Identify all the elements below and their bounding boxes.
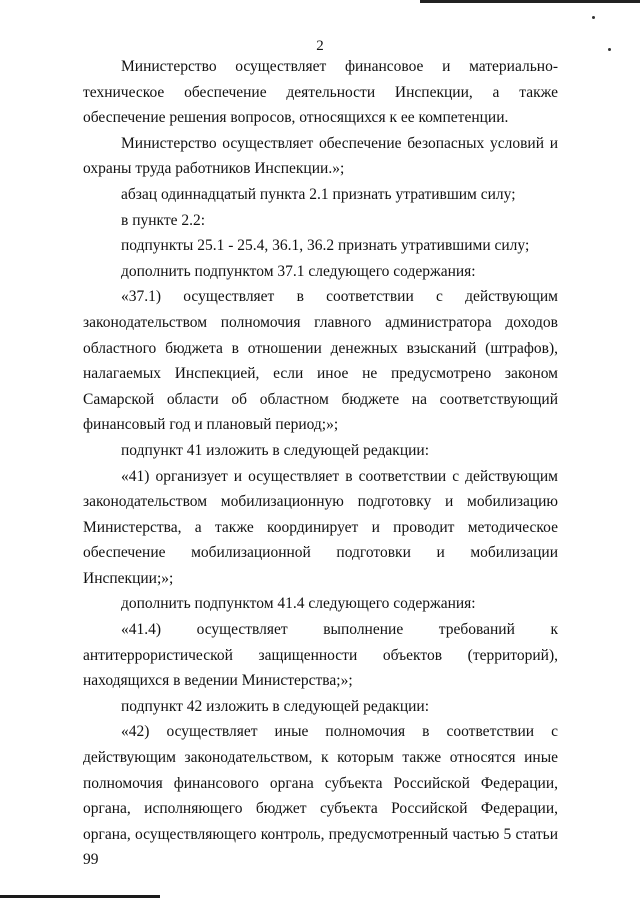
paragraph: дополнить подпунктом 41.4 следующего содержания:	[121, 595, 476, 613]
paragraph: абзац одиннадцатый пункта 2.1 признать утратившим силу;	[121, 185, 516, 203]
paragraph: Министерство осуществляет финансовое и материально-техническое обеспечение деятельности Инспекции, а также обеспечение решения вопросов, относящихся к ее компетенции.	[83, 58, 558, 127]
paragraph: дополнить подпунктом 37.1 следующего содержания:	[121, 262, 476, 280]
paragraph: подпункты 25.1 - 25.4, 36.1, 36.2 признать утратившими силу;	[121, 237, 530, 255]
paragraph: в пункте 2.2:	[121, 211, 206, 229]
scan-speck	[592, 16, 595, 19]
scan-edge-mark	[420, 0, 640, 3]
document-body	[83, 54, 558, 873]
paragraph: Министерство осуществляет обеспечение безопасных условий и охраны труда работников Инспекции.»;	[83, 134, 558, 178]
paragraph: «41.4) осуществляет выполнение требований к антитеррористической защищенности объектов (территорий), находящихся в ведении Министерства;»;	[83, 621, 558, 690]
paragraph: подпункт 41 изложить в следующей редакции:	[121, 441, 430, 459]
page-number: 2	[316, 38, 324, 54]
paragraph: «42) осуществляет иные полномочия в соответствии с действующим законодательством, к которым также относятся иные полномочия финансового органа субъекта Российской Федерации, органа, исполняющего бюджет субъекта Российской Федерации, органа, осуществляющего контроль, предусмотренный частью 5 статьи 99	[83, 723, 558, 869]
scan-edge-mark	[0, 895, 160, 898]
paragraph: «41) организует и осуществляет в соответствии с действующим законодательством мобилизационную подготовку и мобилизацию Министерства, а также координирует и проводит методическое обеспечение мобилизационной подготовки и мобилизации Инспекции;»;	[83, 467, 558, 587]
paragraph: «37.1) осуществляет в соответствии с действующим законодательством полномочия главного администратора доходов областного бюджета в отношении денежных взысканий (штрафов), налагаемых Инспекцией, если иное не предусмотрено законом Самарской области об областном бюджете на соответствующий финансовый год и плановый период;»;	[83, 288, 558, 434]
paragraph: подпункт 42 изложить в следующей редакции:	[121, 697, 430, 715]
